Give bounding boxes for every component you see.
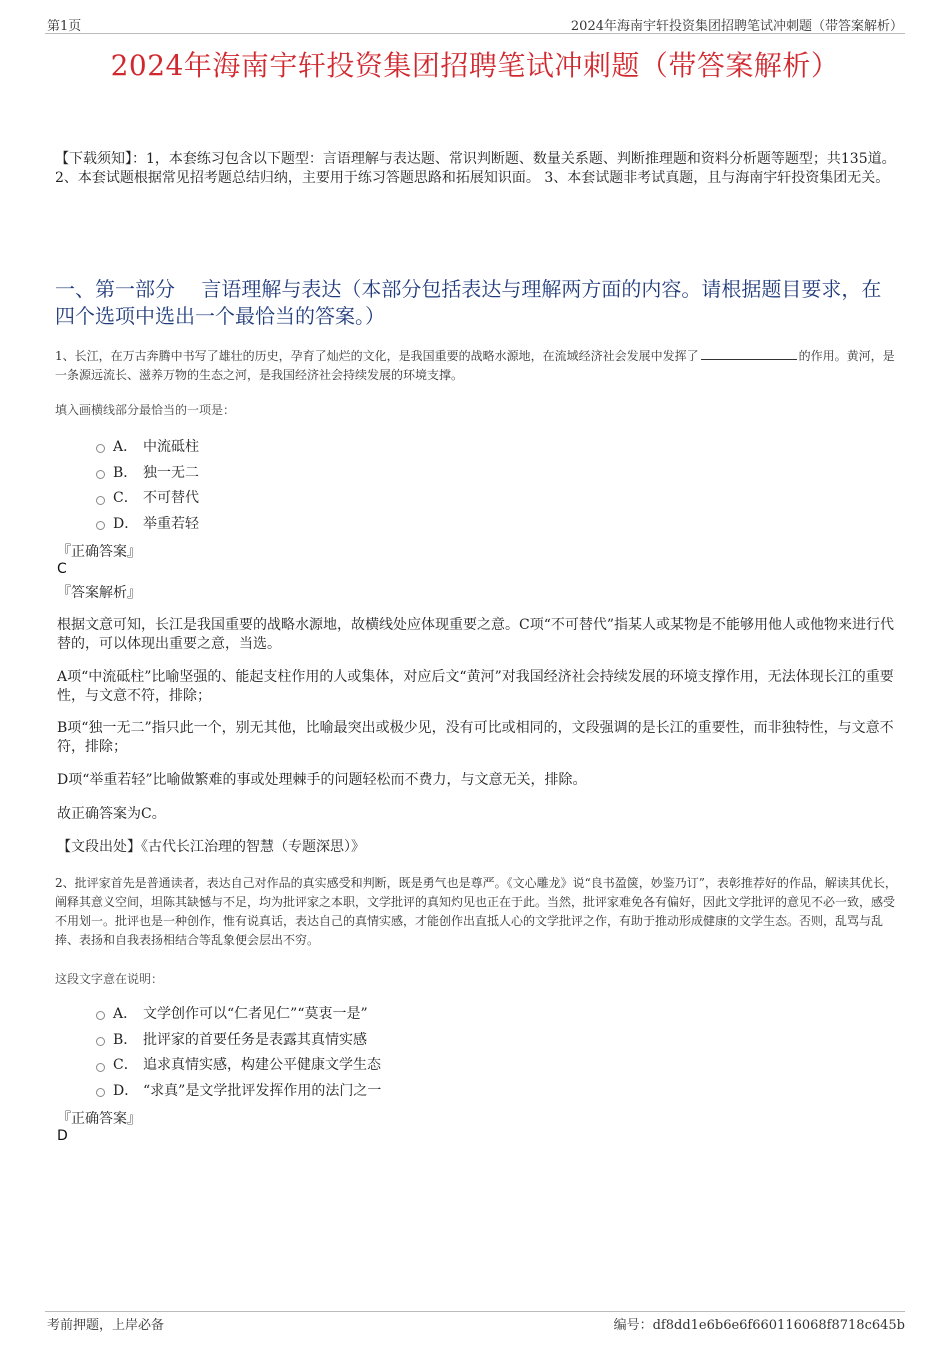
question-1-analysis-label: 『答案解析』 [57,585,141,601]
question-1-option-a[interactable]: A． 中流砥柱 [96,433,199,459]
footer-slogan: 考前押题，上岸必备 [47,1318,165,1333]
question-2-stem: 2、批评家首先是普通读者，表达自己对作品的真实感受和判断，既是勇气也是尊严。《文心雕龙》说“良书盈箧，妙鉴乃订”，表彰推荐好的作品，解读其优长，阐释其意义空间，坦陈其缺憾与不足，均为批评家之本职，文学批评的真知灼见也正在于此。当然，批评家难免各有偏好，因此文学批评的意见不必一致，感受不用划一。批评也是一种创作，惟有说真话，表达自己的真情实感，才能创作出直抵人心的文学批评之作，有助于推动形成健康的文学生态。否则，乱骂与乱捧、表扬和自我表扬相结合等乱象便会层出不穷。 [55,876,897,947]
question-2-answer-label: 『正确答案』 [57,1111,141,1127]
analysis-paragraph: A项“中流砥柱”比喻坚强的、能起支柱作用的人或集体，对应后文“黄河”对我国经济社会持续发展的环境支撑作用，无法体现长江的重要性，与文意不符，排除； [57,669,894,704]
radio-icon[interactable] [96,1011,105,1020]
question-1-prompt: 填入画横线部分最恰当的一项是： [55,403,236,417]
radio-icon[interactable] [96,521,105,530]
analysis-paragraph: 根据文意可知，长江是我国重要的战略水源地，故横线处应体现重要之意。C项“不可替代”指某人或某物是不能够用他人或他物来进行代替的，可以体现出重要之意，当选。 [57,617,895,652]
header-doc-title: 2024年海南宇轩投资集团招聘笔试冲刺题（带答案解析） [570,19,903,34]
radio-icon[interactable] [96,444,105,453]
question-2-option-d[interactable]: D． “求真”是文学批评发挥作用的法门之一 [96,1077,381,1103]
radio-icon[interactable] [96,496,105,505]
question-2-answer: D [57,1128,68,1144]
question-1-answer-label: 『正确答案』 [57,544,141,560]
footer-divider [45,1311,905,1312]
radio-icon[interactable] [96,470,105,479]
analysis-paragraph: D项“举重若轻”比喻做繁难的事或处理棘手的问题轻松而不费力，与文意无关，排除。 [57,772,587,788]
page-number: 第1页 [47,19,82,34]
footer-doc-code: 编号：df8dd1e6b6e6f660116068f8718c645b [613,1318,905,1333]
analysis-source: 【文段出处】《古代长江治理的智慧（专题深思）》 [57,839,365,855]
radio-icon[interactable] [96,1088,105,1097]
question-2-option-b[interactable]: B． 批评家的首要任务是表露其真情实感 [96,1026,381,1052]
radio-icon[interactable] [96,1063,105,1072]
analysis-paragraph: B项“独一无二”指只此一个，别无其他，比喻最突出或极少见，没有可比或相同的，文段强调的是长江的重要性，而非独特性，与文意不符，排除； [57,720,894,755]
question-1-options [96,433,199,536]
page-title: 2024年海南宇轩投资集团招聘笔试冲刺题（带答案解析） [110,49,840,82]
question-1-option-c[interactable]: C． 不可替代 [96,484,199,510]
question-1-answer: C [57,561,67,577]
download-notice: 【下载须知】：1，本套练习包含以下题型：言语理解与表达题、常识判断题、数量关系题、判断推理题和资料分析题等题型；共135道。 2、本套试题根据常见招考题总结归纳，主要用于练习答题思路和拓展知识面。 3、本套试题非考试真题，且与海南宇轩投资集团无关。 [55,151,896,186]
question-1-stem-after: 的作用。黄河，是一条源远流长、滋养万物的生态之河，是我国经济社会持续发展的环境支撑。 [55,349,895,382]
question-2-option-a[interactable]: A． 文学创作可以“仁者见仁”“莫衷一是” [96,1000,381,1026]
question-1-blank [701,347,797,360]
analysis-conclusion: 故正确答案为C。 [57,806,166,822]
question-1-stem-before: 1、长江，在万古奔腾中书写了雄壮的历史，孕育了灿烂的文化，是我国重要的战略水源地，在流域经济社会发展中发挥了 [55,349,699,363]
question-2-options [96,1000,381,1103]
question-2-prompt: 这段文字意在说明： [55,972,164,986]
question-2-option-c[interactable]: C． 追求真情实感，构建公平健康文学生态 [96,1051,381,1077]
section-heading: 一、第一部分 言语理解与表达（本部分包括表达与理解两方面的内容。请根据题目要求，在四个选项中选出一个最恰当的答案。） [55,277,882,328]
question-1-stem [55,347,900,385]
radio-icon[interactable] [96,1037,105,1046]
question-1-option-b[interactable]: B． 独一无二 [96,459,199,485]
header-divider [45,33,905,34]
question-1-option-d[interactable]: D． 举重若轻 [96,510,199,536]
